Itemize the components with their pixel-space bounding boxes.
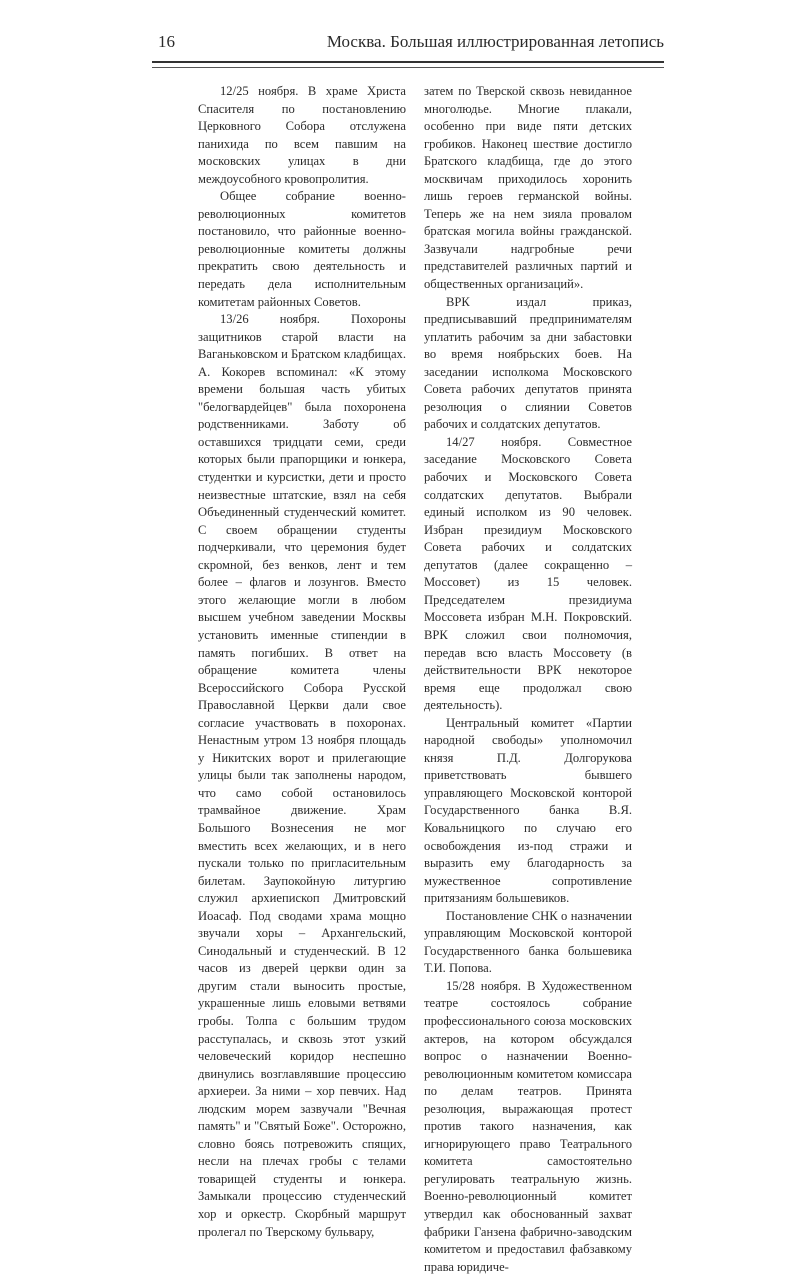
paragraph: 12/25 ноября. В храме Христа Спасителя по постановлению Церковного Собора отслужена панихида по всем павшим на московских улицах в дни междоусобного кровопролития. <box>198 84 406 186</box>
page-number: 16 <box>158 32 175 51</box>
paragraph: ВРК издал приказ, предписывавший предпринимателям уплатить рабочим за дни забастовки во время ноябрьских боев. На заседании исполкома Московского Совета рабочих депутатов принята резолюция о слиянии Советов рабочих и солдатских депутатов. <box>424 294 632 432</box>
right-column <box>424 83 632 1276</box>
paragraph: 14/27 ноября. Совместное заседание Московского Совета рабочих и Московского Совета солдатских депутатов. Выбрали единый исполком из 90 человек. Избран президиум Московского Совета рабочих и солдатских депутатов (далее сокращенно – Моссовет) из 15 человек. Председателем президиума Моссовета избран М.Н. Покровский. ВРК сложил свои полномочия, передав всю власть Моссовету (в действительности ВРК некоторое время еще продолжал свою деятельность). <box>424 434 632 713</box>
left-column <box>198 83 406 1241</box>
page-header <box>152 30 664 58</box>
running-title: Москва. Большая иллюстрированная летопись <box>326 32 664 51</box>
paragraph: Центральный комитет «Партии народной свободы» уполномочил князя П.Д. Долгорукова приветствовать бывшего управляющего Московской конторой Государственного банка В.Я. Ковальницкого по случаю его освобождения из-под стражи и выразить ему благодарность за мужественное сопротивление притязаниям большевиков. <box>424 715 632 906</box>
header-rule-thick <box>152 61 664 63</box>
paragraph: 15/28 ноября. В Художественном театре состоялось собрание профессионального союза московских актеров, на котором обсуждался вопрос о назначении Военно-революционным комитетом комиссара по делам театров. Принята резолюция, выражающая протест против такого назначения, как игнорирующего право Театрального комитета самостоятельно регулировать театральную жизнь. Военно-революционный комитет утвердил как обоснованный захват фабрики Ганзена фабрично-заводским комитетом и предоставил фабзавкому права юридиче- <box>424 978 632 1274</box>
paragraph: Общее собрание военно-революционных комитетов постановило, что районные военно-революционные комитеты должны прекратить свою деятельность и передать дела исполнительным комитетам районных Советов. <box>198 189 406 309</box>
paragraph: Постановление СНК о назначении управляющим Московской конторой Государственного банка большевика Т.И. Попова. <box>424 908 632 976</box>
header-rule-thin <box>152 67 664 68</box>
paragraph-continuation: затем по Тверской сквозь невиданное многолюдье. Многие плакали, особенно при виде пяти детских гробиков. Наконец шествие достигло Братского кладбища, где до этого москвичам приходилось хоронить лишь героев германской войны. Теперь же на нем зияла провалом братская могила войны гражданской. Зазвучали надгробные речи представителей различных партий и общественных организаций». <box>424 84 632 292</box>
paragraph: 13/26 ноября. Похороны защитников старой власти на Ваганьковском и Братском кладбищах. А. Кокорев вспоминал: «К этому времени большая часть убитых "белогвардейцев" была похоронена родственниками. Заботу об оставшихся тридцати семи, среди которых были прапорщики и юнкера, студентки и курсистки, дети и просто неизвестные штатские, взял на себя Объединенный студенческий комитет. С своем обращении студенты подчеркивали, что церемония будет скромной, без венков, лент и тем более – флагов и лозунгов. Вместо этого желающие могли в любом высшем учебном заведении Москвы установить именные стипендии в память погибших. В ответ на обращение комитета члены Всероссийского Собора Русской Православной Церкви дали свое согласие участвовать в похоронах. Ненастным утром 13 ноября площадь у Никитских ворот и прилегающие улицы были так заполнены народом, что само собой остановилось трамвайное движение. Храм Большого Вознесения не мог вместить всех желающих, и в него пускали только по пригласительным билетам. Заупокойную литургию служил архиепископ Дмитровский Иоасаф. Под сводами храма мощно звучали хоры – Архангельский, Синодальный и студенческий. В 12 часов из дверей церкви один за другим стали выносить простые, украшенные лишь еловыми ветвями гробы. Толпа с большим трудом расступалась, и сквозь этот узкий человеческий коридор неспешно двинулись возглавлявшие процессию архиереи. За ними – хор певчих. Над людским морем зазвучали "Вечная память" и "Святый Боже". Осторожно, словно боясь потревожить спящих, несли на плечах гробы с телами товарищей студенты и юнкера. Замыкали процессию студенческий хор и оркестр. Скорбный маршрут пролегал по Тверскому бульвару, <box>198 312 406 1239</box>
